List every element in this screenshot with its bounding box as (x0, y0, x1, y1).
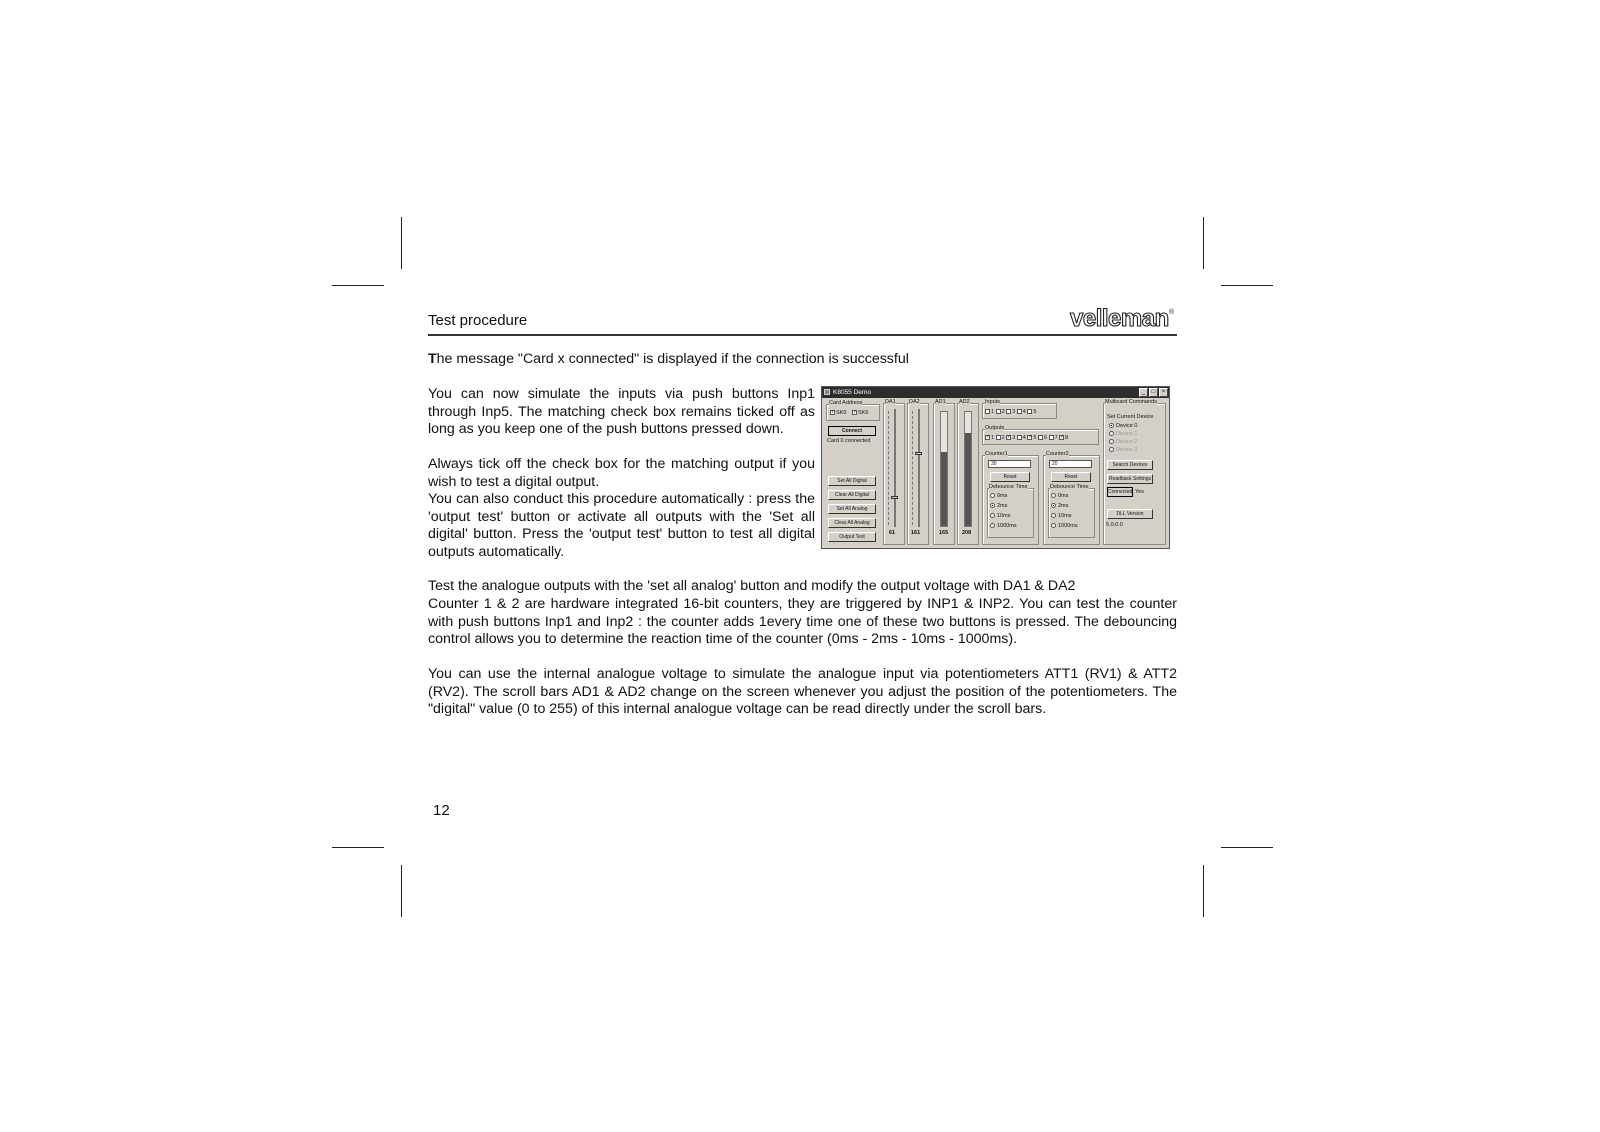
output-checkboxes (985, 435, 1068, 442)
ad2-value: 208 (962, 530, 972, 536)
sk5-checkbox[interactable]: ✓SK5 (831, 409, 847, 416)
search-devices-button[interactable]: Search Devices (1107, 460, 1153, 470)
output-2-checkbox[interactable]: 2 (996, 435, 1005, 441)
counter2-label: Counter2 (1046, 451, 1069, 457)
da1-label: DA1 (885, 399, 896, 405)
crop-mark (332, 285, 384, 286)
svg-text:velleman: velleman (1070, 306, 1169, 330)
card-address-label: Card Address (829, 400, 863, 406)
ad2-bar (964, 411, 972, 527)
counter1-reset-button[interactable]: Reset (990, 472, 1030, 482)
counter2-debounce-label: Debounce Time (1050, 484, 1089, 490)
paragraph-counters: Counter 1 & 2 are hardware integrated 16-bit counters, they are triggered by INP1 & INP2. You can test the counter with push buttons Inp1 and Inp2 : the counter adds 1every time one of these two buttons is pressed. The debouncing control allows you to determine the reaction time of the counter (0ms - 2ms - 10ms - 1000ms). (428, 596, 1177, 648)
da1-slider-track[interactable] (894, 409, 896, 527)
counter1-radio-10ms[interactable]: 10ms (990, 513, 1010, 520)
paragraph-analogue-input: You can use the internal analogue voltage to simulate the analogue input via potentiometers ATT1 (RV1) & ATT2 (RV2). The scroll bars AD1 & AD2 change on the screen whenever you adjust the position of the potentiometers. The "digital" value (0 to 255) of this internal analogue voltage can be read directly under the scroll bars. (428, 666, 1177, 718)
input-2-checkbox[interactable]: 2 (996, 409, 1005, 415)
ad2-label: AD2 (959, 399, 970, 405)
da2-ticks (912, 411, 913, 525)
k8055-demo-window (821, 386, 1170, 549)
output-5-checkbox[interactable]: ✓5 (1028, 434, 1037, 441)
connection-status: Card 0 connected (827, 438, 871, 444)
dll-version-value: 5.0.0.0 (1106, 522, 1123, 528)
connect-button[interactable]: Connect (828, 426, 876, 436)
counter2-radio-2ms[interactable]: 2ms (1051, 503, 1068, 510)
counter1-label: Counter1 (985, 451, 1008, 457)
input-5-checkbox[interactable]: 5 (1027, 409, 1036, 415)
counter1-debounce-label: Debounce Time (989, 484, 1028, 490)
check-icon: ✓ (831, 409, 836, 416)
input-4-checkbox[interactable]: 4 (1017, 409, 1026, 415)
counter2-radio-10ms[interactable]: 10ms (1051, 513, 1071, 520)
da2-slider-track[interactable] (918, 409, 920, 527)
header-rule (428, 334, 1177, 336)
page-number: 12 (433, 802, 450, 819)
intro-text (428, 351, 1177, 369)
clear-all-digital-button[interactable]: Clear All Digital (828, 490, 876, 500)
da2-slider-thumb[interactable] (915, 452, 922, 455)
readback-settings-button[interactable]: Readback Settings (1107, 474, 1153, 484)
crop-mark (332, 847, 384, 848)
counter1-radio-0ms[interactable]: 0ms (990, 493, 1007, 500)
velleman-logo (1068, 306, 1178, 335)
counter2-radio-1000ms[interactable]: 1000ms (1051, 523, 1078, 530)
connected-button[interactable]: Connected (1108, 489, 1133, 495)
output-1-checkbox[interactable]: ✓1 (986, 434, 995, 441)
crop-mark (1221, 847, 1273, 848)
da2-label: DA2 (909, 399, 920, 405)
counter1-radio-1000ms[interactable]: 1000ms (990, 523, 1017, 530)
da1-value: 61 (889, 530, 896, 536)
maximize-button[interactable]: □ (1149, 388, 1158, 397)
output-4-checkbox[interactable]: 4 (1017, 435, 1026, 441)
paragraph-digital-output: Always tick off the check box for the matching output if you wish to test a digital output. (428, 456, 815, 490)
crop-mark (401, 217, 402, 269)
counter1-value-field[interactable]: 30 (988, 460, 1031, 468)
sk6-checkbox[interactable]: ✓SK6 (853, 409, 869, 416)
window-title: K8055 Demo (833, 389, 871, 396)
page-title: Test procedure (428, 312, 528, 329)
ad1-value: 165 (939, 530, 949, 536)
set-device-label: Set Current Device (1107, 414, 1154, 420)
da1-ticks (888, 411, 889, 525)
minimize-button[interactable]: _ (1139, 388, 1148, 397)
device-1-radio[interactable]: Device 1 (1109, 431, 1137, 438)
output-3-checkbox[interactable]: ✓3 (1007, 434, 1016, 441)
app-icon (824, 389, 830, 395)
check-icon: ✓ (853, 409, 858, 416)
output-8-checkbox[interactable]: ✓8 (1060, 434, 1069, 441)
ad2-bar-fill (965, 433, 971, 526)
crop-mark (1221, 285, 1273, 286)
counter2-reset-button[interactable]: Reset (1051, 472, 1091, 482)
output-6-checkbox[interactable]: 6 (1038, 435, 1047, 441)
output-test-button[interactable]: Output Test (828, 532, 876, 542)
inputs-label: Inputs (985, 399, 1000, 405)
dll-version-button[interactable]: DLL Version (1107, 509, 1153, 519)
ad1-bar-fill (941, 452, 947, 526)
input-checkboxes (985, 409, 1036, 416)
intro-lead-letter: T (428, 351, 437, 367)
set-all-digital-button[interactable]: Set All Digital (828, 476, 876, 486)
paragraph-simulate-inputs: You can now simulate the inputs via push buttons Inp1 through Inp5. The matching check box remains ticked off as long as you keep one of the push buttons pressed down. (428, 386, 815, 438)
input-3-checkbox[interactable]: 3 (1006, 409, 1015, 415)
outputs-label: Outputs (985, 425, 1005, 431)
multicard-label: Multicard Commands (1105, 399, 1157, 405)
connected-value: Yes (1135, 489, 1144, 495)
output-7-checkbox[interactable]: 7 (1049, 435, 1058, 441)
da1-slider-thumb[interactable] (891, 496, 898, 499)
device-3-radio[interactable]: Device 3 (1109, 447, 1137, 454)
counter2-radio-0ms[interactable]: 0ms (1051, 493, 1068, 500)
clear-all-analog-button[interactable]: Clear All Analog (828, 518, 876, 528)
svg-text:®: ® (1169, 309, 1175, 316)
ad1-bar (940, 411, 948, 527)
device-0-radio[interactable]: Device 0 (1109, 423, 1137, 430)
da2-value: 161 (911, 530, 921, 536)
intro-rest: he message "Card x connected" is displayed if the connection is successful (436, 351, 909, 367)
paragraph-analogue-outputs: Test the analogue outputs with the 'set all analog' button and modify the output voltage with DA1 & DA2 (428, 578, 1076, 594)
input-1-checkbox[interactable]: 1 (985, 409, 994, 415)
device-2-radio[interactable]: Device 2 (1109, 439, 1137, 446)
close-button[interactable]: × (1159, 388, 1168, 397)
crop-mark (401, 865, 402, 917)
crop-mark (1203, 217, 1204, 269)
crop-mark (1203, 865, 1204, 917)
counter2-value-field[interactable]: 20 (1049, 460, 1092, 468)
ad1-label: AD1 (935, 399, 946, 405)
window-titlebar (822, 387, 1169, 398)
paragraph-output-test: You can also conduct this procedure automatically : press the 'output test' button or activate all outputs with the 'Set all digital' button. Press the 'output test' button to test all digital outputs automatically. (428, 491, 815, 560)
counter1-radio-2ms[interactable]: 2ms (990, 503, 1007, 510)
set-all-analog-button[interactable]: Set All Analog (828, 504, 876, 514)
